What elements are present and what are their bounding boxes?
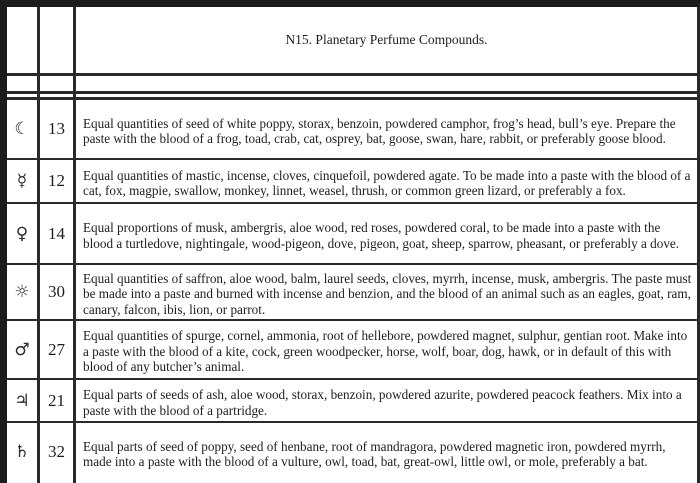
table-top-border <box>0 0 700 7</box>
row-number: 14 <box>48 223 65 243</box>
saturn-icon: ♄ <box>14 442 30 462</box>
row-divider <box>7 73 700 76</box>
mercury-icon: ☿ <box>16 171 28 191</box>
row-description: Equal parts of seeds of ash, aloe wood, storax, benzoin, powdered azurite, powdered peacock feathers. Mix into a paste with the blood of a partridge. <box>83 387 682 418</box>
table-left-border <box>0 0 7 483</box>
row-description: Equal quantities of spurge, cornel, ammonia, root of hellebore, powdered magnet, sulphur, gentian root. Make into a paste with the blood of a kite, cock, green woodpecker, horse, wolf, boar, dog, hawk, or in default of this with blood of any butcher’s animal. <box>83 328 688 375</box>
table-title: N15. Planetary Perfume Compounds. <box>285 32 488 47</box>
row-number: 30 <box>48 282 65 301</box>
row-description: Equal parts of seed of poppy, seed of henbane, root of mandragora, powdered magnetic iron, powdered myrrh, made into a paste with the blood of a vulture, owl, toad, bat, great-owl, little owl, or mole, preferably a bat. <box>83 438 666 469</box>
row-number: 12 <box>48 171 65 190</box>
row-description: Equal quantities of seed of white poppy, storax, benzoin, powdered camphor, frog’s head, bull’s eye. Prepare the paste with the blood of a frog, toad, crab, cat, osprey, bat, goose, swan, hare, rabbit, or preferably goose blood. <box>83 115 676 146</box>
row-description: Equal quantities of mastic, incense, cloves, cinquefoil, powdered agate. To be made into a paste with the blood of a cat, fox, magpie, swallow, monkey, linnet, weasel, thrush, or common green lizard, or preferably a fox. <box>83 167 691 198</box>
jupiter-icon: ♃ <box>14 390 30 411</box>
mars-icon: ♂ <box>14 339 30 360</box>
row-number: 21 <box>48 390 65 410</box>
row-divider <box>7 91 700 94</box>
row-number: 13 <box>48 119 65 138</box>
row-number: 27 <box>48 339 65 359</box>
row-description: Equal quantities of saffron, aloe wood, balm, laurel seeds, cloves, myrrh, incense, musk, ambergris. The paste must be made into a paste and burned with incense and benzion, and the blood of an animal such as an eagles, goat, ram, canary, falcon, ibis, lion, or parrot. <box>83 270 692 317</box>
moon-icon: ☾ <box>14 119 30 139</box>
venus-icon: ♀ <box>15 223 29 244</box>
row-number: 32 <box>48 442 65 461</box>
row-description: Equal proportions of musk, ambergris, aloe wood, red roses, powdered coral, to be made into a paste with the blood a turtledove, nightingale, wood-pigeon, dove, pigeon, goat, sheep, sparrow, pheasant, or preferably a dove. <box>83 220 680 251</box>
sun-icon: ☼ <box>14 282 30 302</box>
